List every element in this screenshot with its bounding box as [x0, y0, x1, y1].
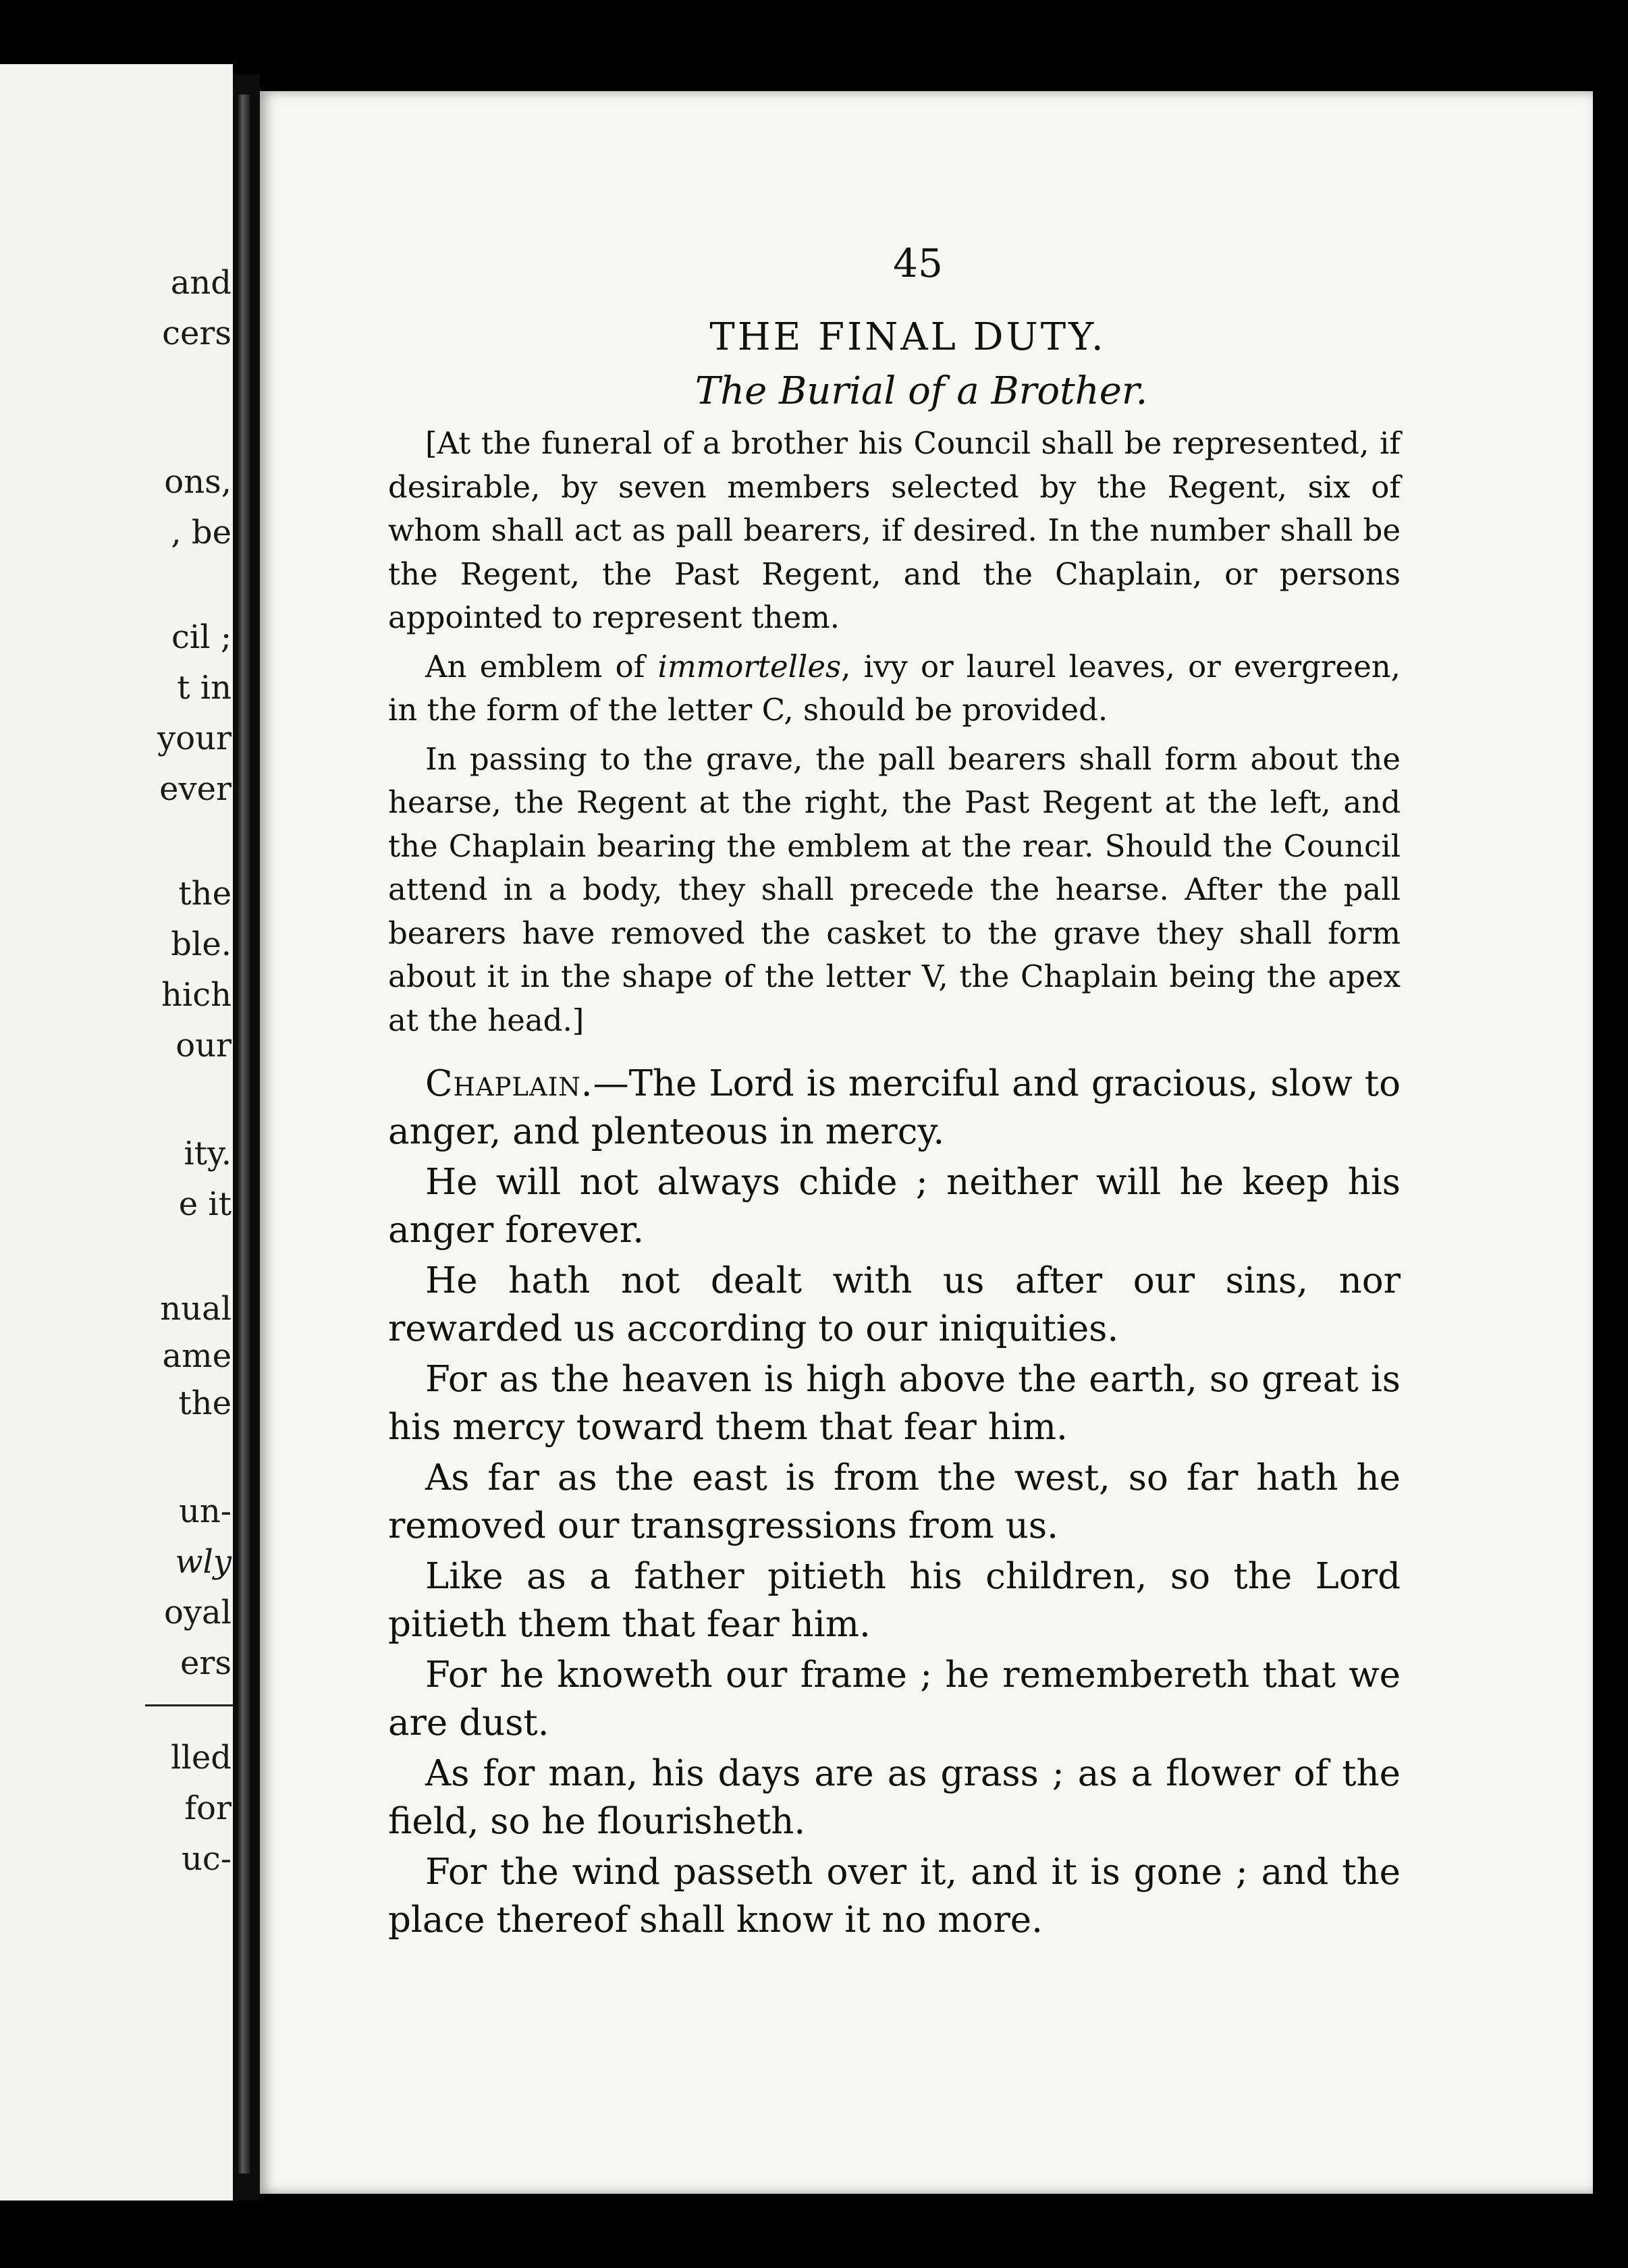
left-page-fragment: e it	[178, 1185, 232, 1223]
chapter-title: THE FINAL DUTY.	[709, 315, 1106, 359]
rubric-p2-italic: immortelles	[657, 648, 842, 684]
chapter-subtitle: The Burial of a Brother.	[695, 369, 1148, 413]
left-page-fragment: ever	[159, 770, 232, 808]
left-page-fragment: t in	[177, 669, 232, 707]
left-page-text-fragments	[0, 64, 233, 2200]
left-page-fragment: ity.	[184, 1135, 232, 1172]
left-page-fragment: , be	[171, 514, 232, 551]
left-page-fragment: ble.	[171, 925, 232, 963]
verse-7: For he knoweth our frame ; he remembereth that we are dust.	[388, 1654, 1401, 1744]
verse-9: For the wind passeth over it, and it is gone ; and the place thereof shall know it no more.	[388, 1852, 1401, 1941]
page-content	[388, 240, 1401, 1947]
left-page-fragment: uc-	[181, 1840, 232, 1878]
rubric-paragraph-2	[388, 645, 1401, 732]
speaker-label: Chaplain.	[425, 1063, 593, 1104]
verse-4: For as the heaven is high above the earth, so great is his mercy toward them that fear him.	[388, 1359, 1401, 1448]
binding-edge	[238, 94, 250, 2174]
rubric-paragraph-1: [At the funeral of a brother his Council shall be represented, if desirable, by seven members selected by the Regent, six of whom shall act as pall bearers, if desired. In the number shall be the Regent, the Past Regent, and the Chaplain, or persons appointed to represent them.	[388, 425, 1401, 635]
left-page-fragment: cers	[162, 315, 232, 352]
verse-8: As for man, his days are as grass ; as a flower of the field, so he flourisheth.	[388, 1753, 1401, 1842]
verse-2: He will not always chide ; neither will he keep his anger forever.	[388, 1162, 1401, 1251]
left-page-fragment: cil ;	[171, 618, 232, 656]
right-page	[260, 91, 1593, 2194]
left-page-fragment: lled	[171, 1739, 232, 1777]
verse-3: He hath not dealt with us after our sins, nor rewarded us according to our iniquities.	[388, 1260, 1401, 1349]
left-page-fragment: un-	[178, 1492, 232, 1530]
left-page-fragment: the	[178, 875, 232, 913]
left-page-fragment: the	[178, 1384, 232, 1422]
verse-1-text: —The Lord is merciful and gracious, slow to anger, and plenteous in mercy.	[388, 1063, 1401, 1152]
left-page-fragment: ons,	[164, 463, 232, 501]
verse-6: Like as a father pitieth his children, so the Lord pitieth them that fear him.	[388, 1556, 1401, 1645]
page-number: 45	[893, 240, 943, 286]
verses-list	[388, 1158, 1401, 1944]
rubric-paragraph-3: In passing to the grave, the pall bearers shall form about the hearse, the Regent at the right, the Past Regent at the left, and the Chaplain bearing the emblem at the rear. Should the Council attend in a body, they shall precede the hearse. After the pall bearers have removed the casket to the grave they shall form about it in the shape of the letter V, the Chaplain being the apex at the head.]	[388, 740, 1401, 1038]
left-page-fragment: and	[170, 264, 232, 302]
left-page-divider	[145, 1704, 233, 1706]
rubric-p2-start: An emblem of	[425, 648, 658, 684]
verse-1	[388, 1060, 1401, 1156]
left-page-fragment: hich	[161, 976, 232, 1014]
rubric-p2-end: , ivy or laurel leaves, or evergreen, in the form of the letter C, should be provided.	[388, 648, 1401, 728]
left-page-fragment: our	[175, 1027, 232, 1064]
left-page-fragment: for	[184, 1789, 232, 1827]
left-page-fragment: ame	[162, 1337, 232, 1375]
left-page-fragment: nual	[160, 1290, 232, 1328]
left-page-fragment: wly	[175, 1543, 232, 1581]
left-page-fragment: oyal	[164, 1594, 232, 1631]
left-page-fragment: your	[157, 720, 232, 757]
left-facing-page	[0, 64, 233, 2200]
verse-5: As far as the east is from the west, so far hath he removed our transgressions from us.	[388, 1457, 1401, 1546]
left-page-fragment: ers	[180, 1644, 232, 1682]
